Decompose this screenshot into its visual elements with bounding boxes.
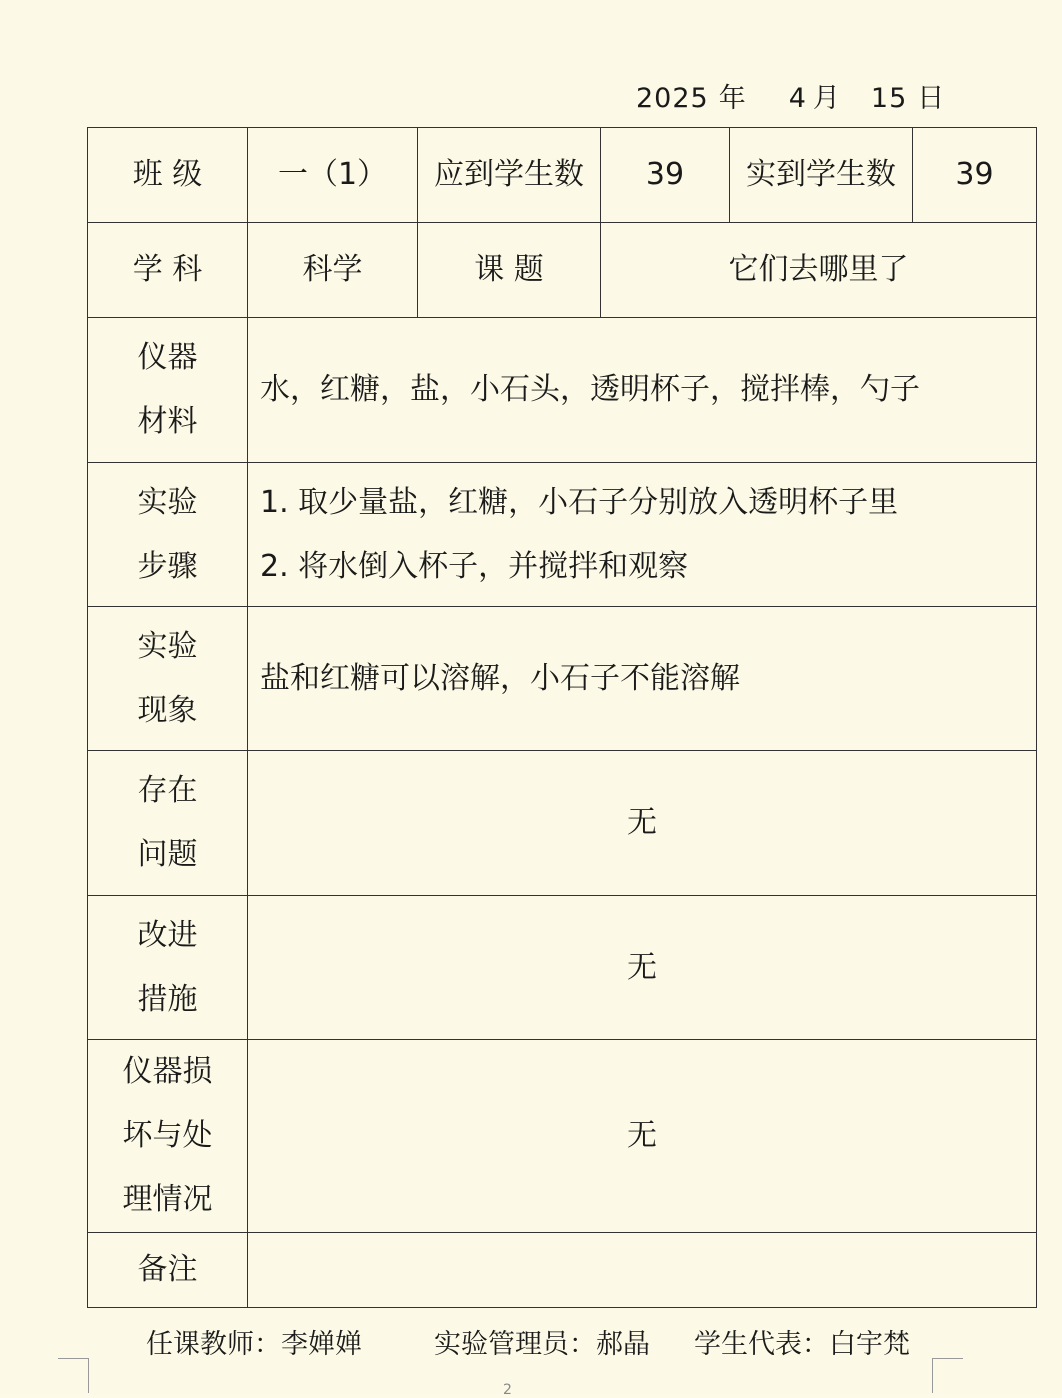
damage-row <box>88 1040 1037 1233</box>
remarks-value <box>248 1233 1037 1308</box>
damage-label <box>88 1040 248 1233</box>
date-year: 2025 <box>636 83 709 114</box>
improvements-row <box>88 896 1037 1040</box>
topic-label: 课 题 <box>418 223 601 318</box>
date-year-unit: 年 <box>718 83 747 114</box>
date-day-unit: 日 <box>917 83 946 114</box>
subject-value: 科学 <box>248 223 418 318</box>
crop-mark-right <box>932 1358 963 1393</box>
subject-row <box>88 223 1037 318</box>
phenomenon-value: 盐和红糖可以溶解，小石子不能溶解 <box>248 607 1037 751</box>
footer-lab-admin: 实验管理员：郝晶 <box>434 1329 650 1360</box>
step-item-2: 2. 将水倒入杯子，并搅拌和观察 <box>260 548 689 584</box>
topic-value: 它们去哪里了 <box>601 223 1037 318</box>
phenomenon-label <box>88 607 248 751</box>
date-month: 4 <box>788 83 807 114</box>
problems-value: 无 <box>248 751 1037 896</box>
materials-label-line1: 仪器 <box>137 340 198 375</box>
damage-label-line3: 理情况 <box>122 1182 213 1217</box>
class-row <box>88 128 1037 223</box>
steps-label-line1: 实验 <box>137 484 198 520</box>
problems-label-line1: 存在 <box>137 773 198 808</box>
materials-label-line2: 材料 <box>137 404 198 439</box>
phenomenon-label-line2: 现象 <box>137 692 198 728</box>
problems-row <box>88 751 1037 896</box>
crop-mark-left <box>58 1358 89 1393</box>
footer-student-rep: 学生代表：白宇梵 <box>694 1329 910 1360</box>
phenomenon-label-line1: 实验 <box>137 628 198 664</box>
steps-label-line2: 步骤 <box>137 548 198 584</box>
problems-label <box>88 751 248 896</box>
signature-footer <box>146 1322 910 1361</box>
problems-label-line2: 问题 <box>137 837 198 872</box>
date-day: 15 <box>870 83 908 114</box>
improvements-label-line1: 改进 <box>137 917 198 953</box>
phenomenon-row <box>88 607 1037 751</box>
expected-students-value: 39 <box>601 128 730 223</box>
actual-students-label: 实到学生数 <box>730 128 913 223</box>
footer-teacher: 任课教师：李婵婵 <box>146 1329 362 1360</box>
record-date <box>636 76 945 115</box>
page-number: 2 <box>503 1382 512 1398</box>
damage-label-line2: 坏与处 <box>122 1118 213 1153</box>
date-month-unit: 月 <box>812 83 841 114</box>
improvements-value: 无 <box>248 896 1037 1040</box>
expected-students-label: 应到学生数 <box>418 128 601 223</box>
steps-value <box>248 463 1037 607</box>
damage-label-line1: 仪器损 <box>122 1054 213 1089</box>
materials-value: 水，红糖，盐，小石头，透明杯子，搅拌棒，勺子 <box>248 318 1037 463</box>
improvements-label <box>88 896 248 1040</box>
class-label: 班 级 <box>88 128 248 223</box>
experiment-record-table <box>87 127 1037 1308</box>
materials-row <box>88 318 1037 463</box>
class-value: 一（1） <box>248 128 418 223</box>
steps-row <box>88 463 1037 607</box>
remarks-label: 备注 <box>88 1233 248 1308</box>
damage-value: 无 <box>248 1040 1037 1233</box>
materials-label <box>88 318 248 463</box>
subject-label: 学 科 <box>88 223 248 318</box>
steps-label <box>88 463 248 607</box>
actual-students-value: 39 <box>913 128 1037 223</box>
remarks-row <box>88 1233 1037 1308</box>
step-item-1: 1. 取少量盐，红糖，小石子分别放入透明杯子里 <box>260 484 899 520</box>
improvements-label-line2: 措施 <box>137 981 198 1017</box>
